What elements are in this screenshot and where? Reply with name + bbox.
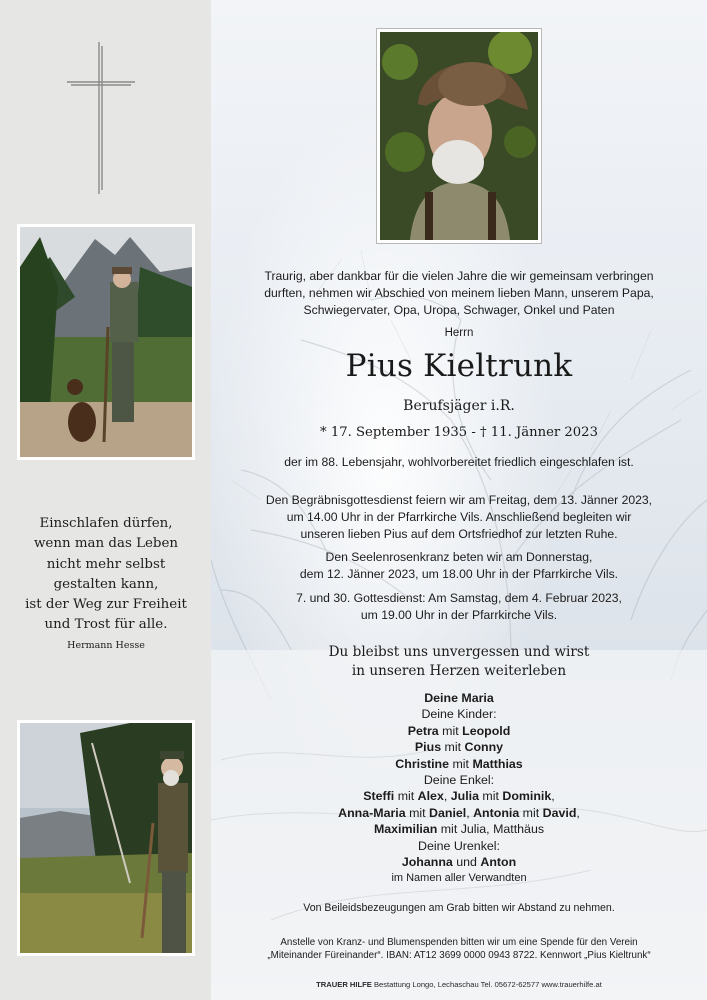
intro-line: durften, nehmen wir Abschied von meinem lieben Mann, unserem Papa, xyxy=(264,286,654,300)
condolence-note: Von Beileidsbezeugungen am Grab bitten wir Abstand zu nehmen. xyxy=(303,902,615,914)
child-row: Christine mit Matthias xyxy=(395,756,523,771)
service-line: Den Begräbnisgottesdienst feiern wir am Freitag, dem 13. Jänner 2023, xyxy=(265,493,653,507)
funeral-service xyxy=(211,492,707,543)
donation-line: Anstelle von Kranz- und Blumenspenden bitten wir um eine Spende für den Verein xyxy=(280,937,638,948)
left-column xyxy=(0,0,211,1000)
cross-icon xyxy=(65,40,137,196)
remembrance-text xyxy=(211,643,707,681)
service-line: unseren lieben Pius auf dem Ortsfriedhof zur letzten Ruhe. xyxy=(300,527,618,541)
donation-line: „Miteinander Füreinander“. IBAN: AT12 3699 0000 0943 8722. Kennwort „Pius Kieltrunk“ xyxy=(267,950,651,961)
intro-line: Traurig, aber dankbar für die vielen Jahre die wir gemeinsam verbringen xyxy=(264,269,654,283)
quote-line: gestalten kann, xyxy=(53,576,159,592)
service-line: 7. und 30. Gottesdienst: Am Samstag, dem 4. Februar 2023, xyxy=(296,591,622,605)
footer-imprint xyxy=(211,980,707,989)
grandchild-row: Steffi mit Alex, Julia mit Dominik, xyxy=(363,789,555,804)
intro-line: Schwiegervater, Opa, Uropa, Schwager, Onkel und Paten xyxy=(303,303,615,317)
service-line: um 14.00 Uhr in der Pfarrkirche Vils. Anschließend begleiten wir xyxy=(286,510,632,524)
quote-text xyxy=(15,514,197,636)
child-row: Petra mit Leopold xyxy=(407,723,511,738)
quote-line: ist der Weg zur Freiheit xyxy=(25,597,187,613)
relatives-line: im Namen aller Verwandten xyxy=(391,872,527,885)
grandchild-row: Maximilian mit Julia, Matthäus xyxy=(373,822,545,837)
grandchildren-label: Deine Enkel: xyxy=(423,773,495,788)
service-line: um 19.00 Uhr in der Pfarrkirche Vils. xyxy=(360,608,558,622)
wife-name: Deine Maria xyxy=(424,691,494,705)
service-line: dem 12. Jänner 2023, um 18.00 Uhr in der Pfarrkirche Vils. xyxy=(299,567,619,581)
photo-hunter-with-dog xyxy=(17,224,195,460)
remembrance-line: Du bleibst uns unvergessen und wirst xyxy=(328,644,590,660)
child-row: Pius mit Conny xyxy=(414,740,504,755)
grandchild-row: Anna-Maria mit Daniel, Antonia mit David, xyxy=(338,805,580,820)
quote-line: und Trost für alle. xyxy=(44,617,168,633)
rosary-service xyxy=(211,549,707,583)
salutation: Herrn xyxy=(444,327,474,339)
memorial-service xyxy=(211,590,707,624)
age-line: der im 88. Lebensjahr, wohlvorbereitet friedlich eingeschlafen ist. xyxy=(284,455,634,469)
footer-brand: TRAUER HILFE xyxy=(316,980,372,989)
intro-text xyxy=(211,268,707,319)
family-list xyxy=(211,690,707,887)
quote-line: nicht mehr selbst xyxy=(46,556,166,572)
photo-hunter-forest xyxy=(17,720,195,956)
great-grandchild-row: Johanna und Anton xyxy=(401,855,517,870)
service-line: Den Seelenrosenkranz beten wir am Donnerstag, xyxy=(325,550,593,564)
children-label: Deine Kinder: xyxy=(421,707,497,722)
donation-note xyxy=(211,936,707,962)
quote-author: Hermann Hesse xyxy=(67,640,145,651)
quote-line: wenn man das Leben xyxy=(33,536,179,552)
quote-line: Einschlafen dürfen, xyxy=(39,516,173,531)
deceased-name: Pius Kieltrunk xyxy=(345,348,573,384)
great-grandchildren-label: Deine Urenkel: xyxy=(418,838,500,853)
footer-text: Bestattung Longo, Lechaschau Tel. 05672-62577 www.trauerhilfe.at xyxy=(371,980,602,989)
remembrance-line: in unseren Herzen weiterleben xyxy=(351,663,567,679)
obituary-content xyxy=(211,0,707,1000)
life-dates: * 17. September 1935 - † 11. Jänner 2023 xyxy=(320,425,598,440)
deceased-title: Berufsjäger i.R. xyxy=(403,398,515,414)
